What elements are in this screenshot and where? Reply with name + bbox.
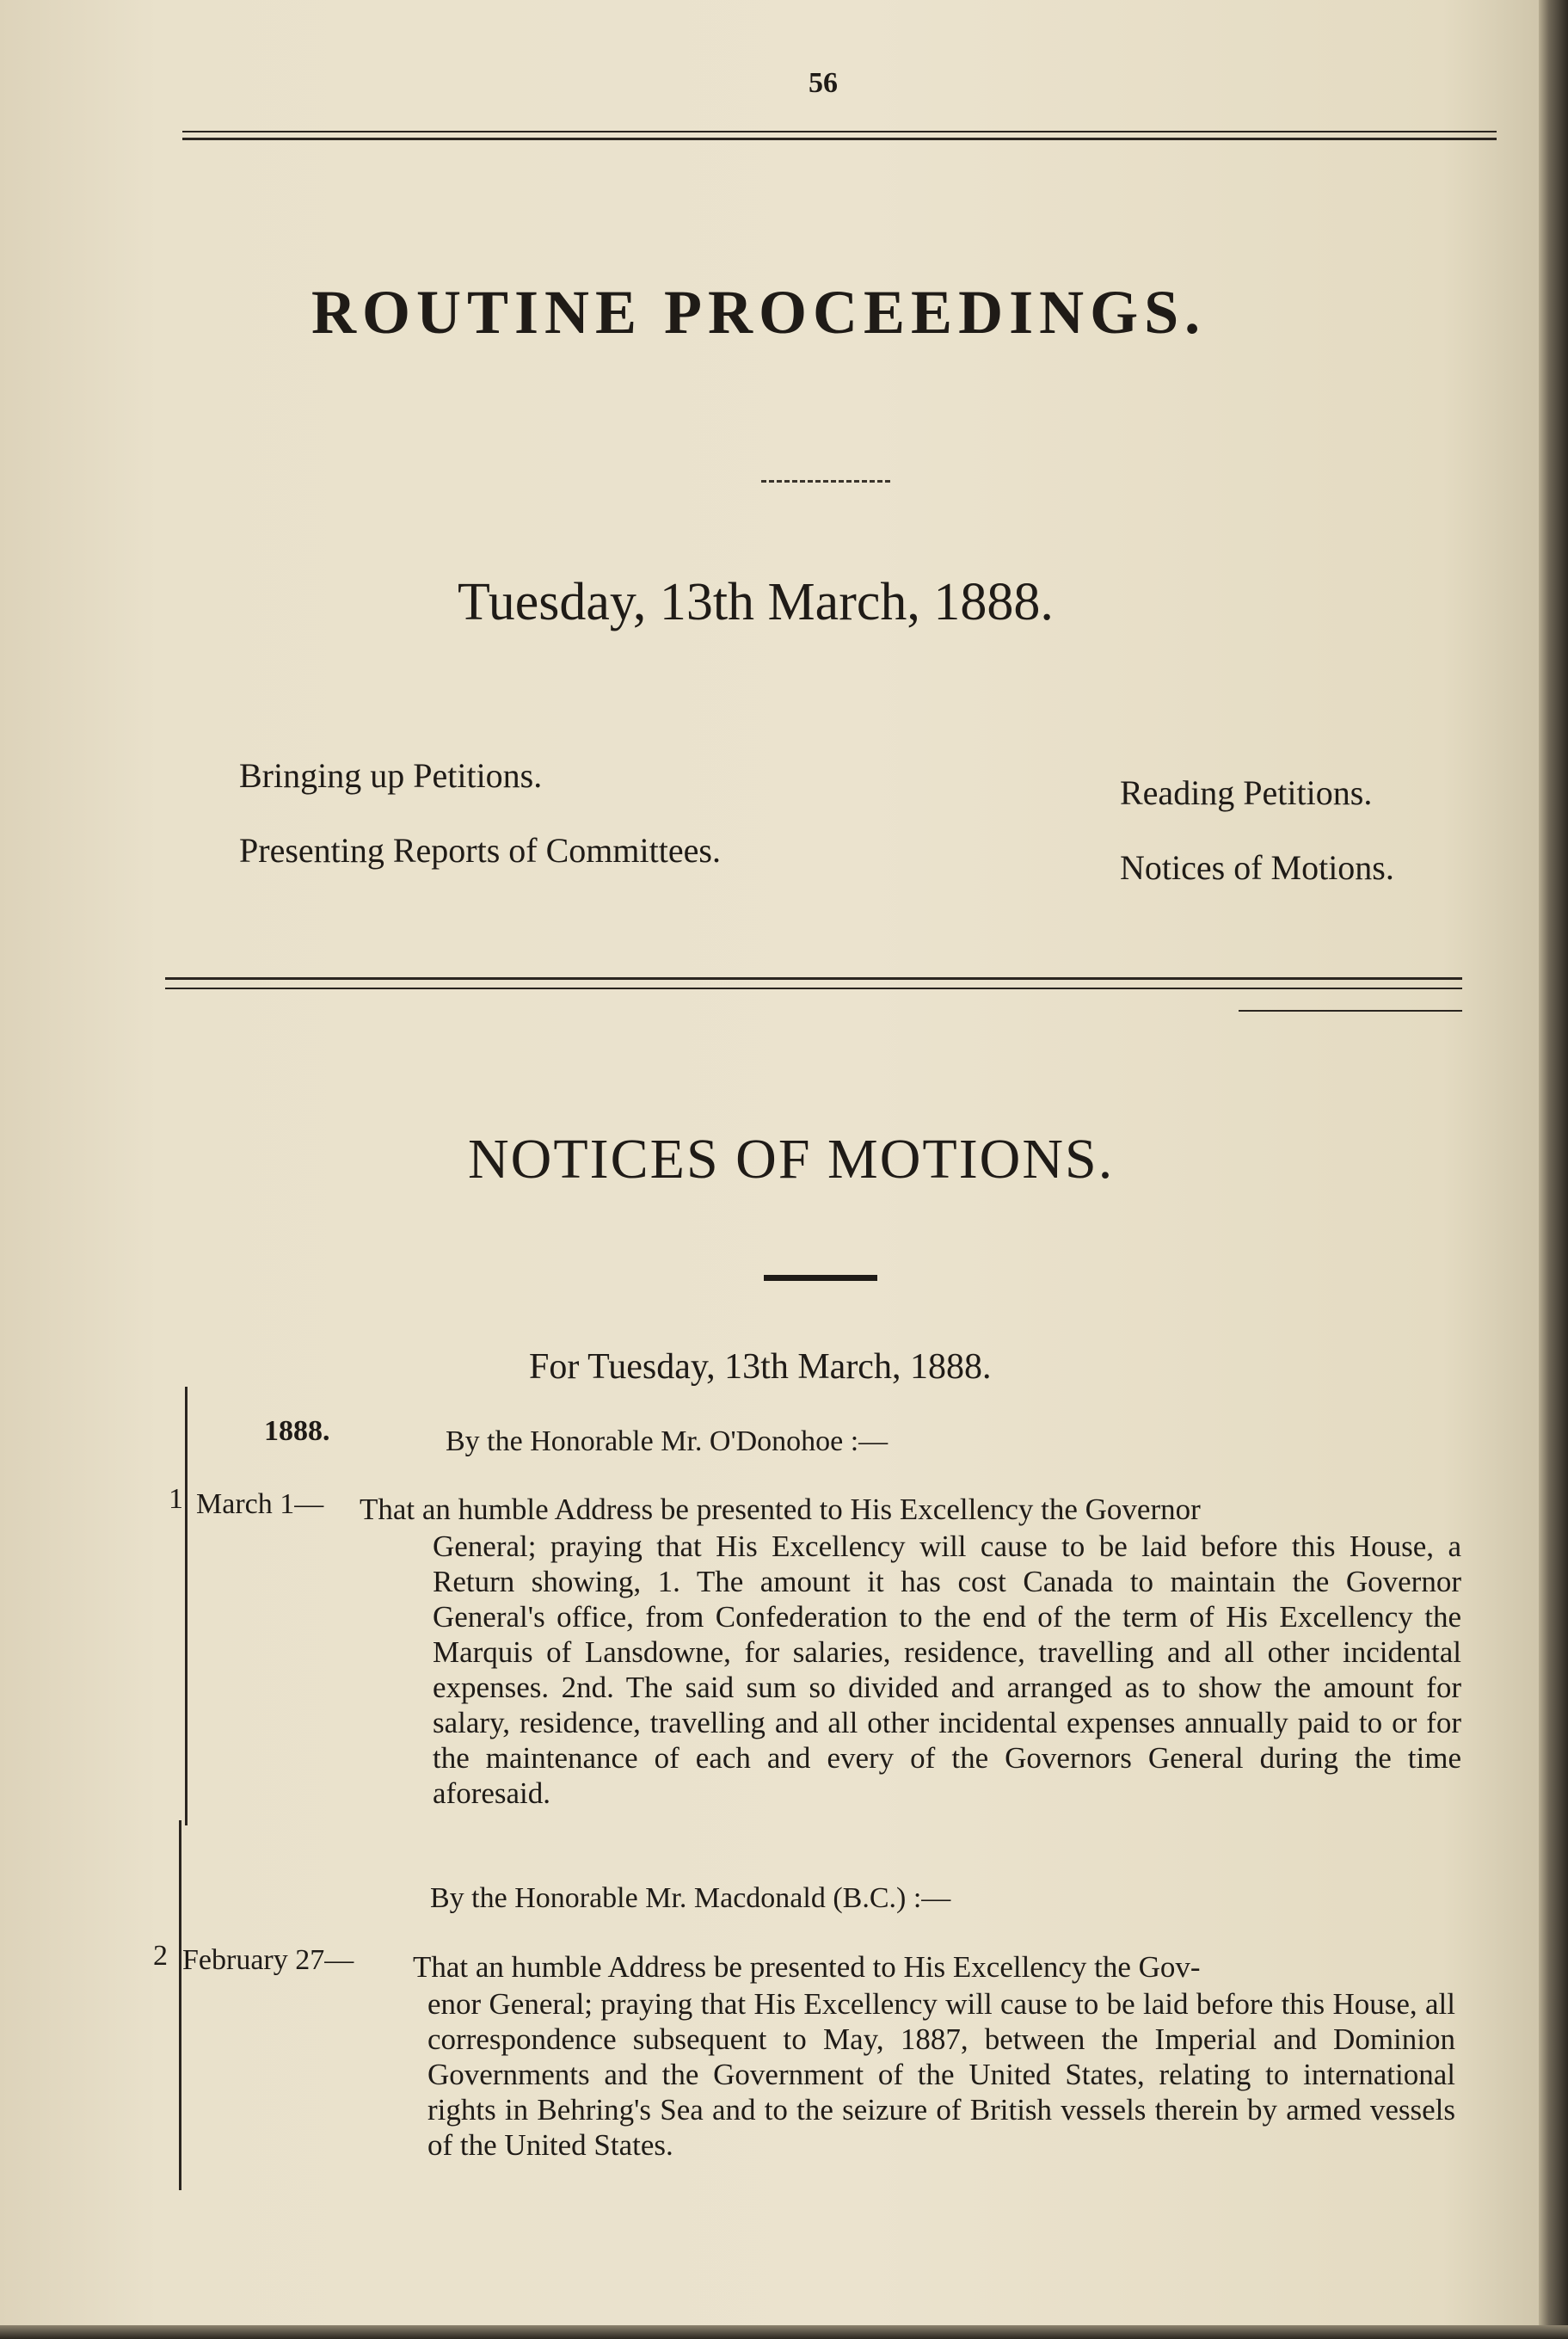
motion-1-mover: By the Honorable Mr. O'Donohoe :—	[446, 1425, 889, 1457]
motions-year: 1888.	[264, 1415, 330, 1447]
routine-item-notices-of-motions: Notices of Motions.	[1120, 848, 1394, 887]
margin-rule-1	[185, 1387, 188, 1825]
page-bottom-edge	[0, 2325, 1568, 2339]
ornament-divider	[761, 480, 890, 483]
motion-2-text: enor General; praying that His Excellency will cause to be laid before this House, all correspondence subsequent to May, 1887, between the Imperial and Dominion Governments and the Government of the United States, relating to international rights in Behring's Sea and to the seizure of British vessels therein by armed vessels of the United States.	[427, 1987, 1455, 2162]
notices-heading: NOTICES OF MOTIONS.	[468, 1128, 1115, 1191]
motion-2-date: February 27—	[182, 1944, 354, 1976]
section-rule-top	[165, 977, 1462, 980]
motion-1-date: March 1—	[196, 1488, 324, 1520]
routine-item-reading-petitions: Reading Petitions.	[1120, 773, 1373, 812]
page-number: 56	[809, 67, 838, 99]
motion-2-first-line: That an humble Address be presented to His Excellency the Gov-	[413, 1950, 1201, 1984]
motion-1-text: General; praying that His Excellency will cause to be laid before this House, a Return showing, 1. The amount it has cost Canada to maintain the Governor General's office, from Confederation to the end of the term of His Excellency the Marquis of Lansdowne, for salaries, residence, travelling and all other incidental expenses. 2nd. The said sum so divided and arranged as to show the amount for salary, residence, travelling and all other incidental expenses annually paid to or for the maintenance of each and every of the Governors General during the time aforesaid.	[433, 1530, 1461, 1810]
for-date: For Tuesday, 13th March, 1888.	[529, 1347, 992, 1387]
margin-rule-2	[179, 1820, 181, 2190]
motion-1-number: 1	[169, 1483, 183, 1515]
motion-2-number: 2	[153, 1940, 168, 1972]
routine-item-bringing-up-petitions: Bringing up Petitions.	[239, 756, 543, 795]
session-date: Tuesday, 13th March, 1888.	[458, 573, 1054, 631]
heading-bar	[764, 1275, 877, 1281]
routine-item-presenting-reports: Presenting Reports of Committees.	[239, 831, 721, 870]
section-rule-bottom	[165, 988, 1462, 989]
section-rule-third	[1239, 1010, 1462, 1012]
header-rule-bottom	[182, 138, 1497, 140]
binding-gutter	[1539, 0, 1568, 2339]
page-title: ROUTINE PROCEEDINGS.	[311, 278, 1207, 347]
header-rule-top	[182, 131, 1497, 132]
motion-1-first-line: That an humble Address be presented to His Excellency the Governor	[360, 1493, 1201, 1526]
motion-2-mover: By the Honorable Mr. Macdonald (B.C.) :—	[430, 1882, 951, 1914]
